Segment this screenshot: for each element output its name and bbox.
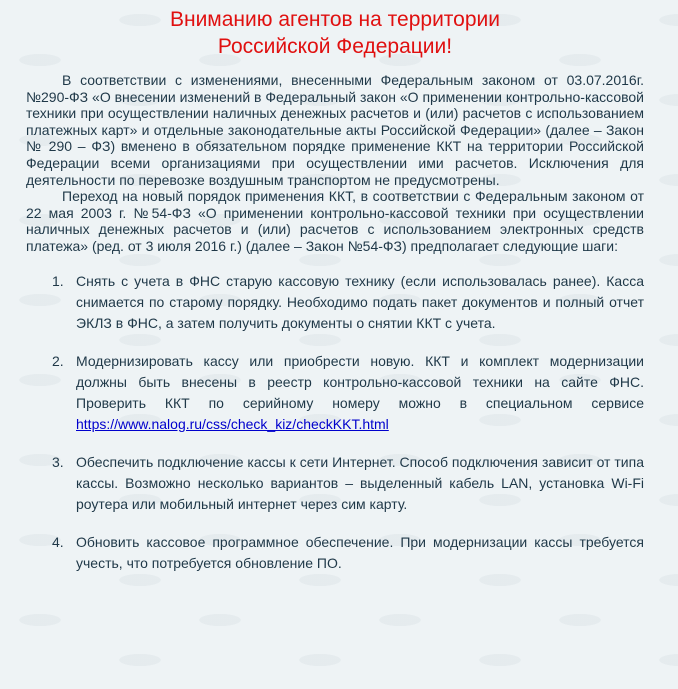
step-item-1 [26,271,644,334]
steps-list [26,271,644,574]
step-number: 3. [52,453,64,470]
notice-page [26,6,644,591]
step-number: 1. [52,272,64,289]
step-item-2 [26,351,644,435]
step-item-3 [26,452,644,515]
step-item-4 [26,532,644,574]
page-title-line-2: Российской Федерации! [217,35,453,58]
check-kkt-link[interactable]: https://www.nalog.ru/css/check_kiz/checkKKT.html [76,415,389,432]
intro-paragraph-2: Переход на новый порядок применения ККТ, в соответствии с Федеральным законом от 22 мая 2003 г. №54-ФЗ «О применении контрольно-кассовой техники при осуществлении наличных денежных расчетов и (или) расчетов с использованием электронных средств платежа» (ред. от 3 июля 2016 г.) (далее – Закон №54-ФЗ) предполагает следующие шаги: [26,188,644,254]
step-text: Модернизировать кассу или приобрести новую. ККТ и комплект модернизации должны быть внесены в реестр контрольно-кассовой техники на сайте ФНС. Проверить ККТ по серийному номеру можно в специальном сервисе [76,352,644,411]
page-title-line-1: Вниманию агентов на территории [169,8,501,31]
intro-text [26,72,644,255]
step-text: Обеспечить подключение кассы к сети Интернет. Способ подключения зависит от типа кассы. Возможно несколько вариантов – выделенный кабель LAN, установка Wi-Fi роутера или мобильный интернет через сим карту. [76,453,644,512]
step-number: 2. [52,352,64,369]
intro-paragraph-1: В соответствии с изменениями, внесенными Федеральным законом от 03.07.2016г. №290-ФЗ «О внесении изменений в Федеральный закон «О применении контрольно-кассовой техники при осуществлении наличных денежных расчетов и (или) расчетов с использованием платежных карт» и отдельные законодательные акты Российской Федерации» (далее – Закон № 290 – ФЗ) вменено в обязательном порядке применение ККТ на территории Российской Федерации всеми организациями при осуществлении ими расчетов. Исключения для деятельности по перевозке воздушным транспортом не предусмотрены. [26,72,644,188]
page-title [26,6,644,60]
step-number: 4. [52,533,64,550]
step-text: Обновить кассовое программное обеспечение. При модернизации кассы требуется учесть, что потребуется обновление ПО. [76,533,644,571]
step-text: Снять с учета в ФНС старую кассовую технику (если использовалась ранее). Касса снимается по старому порядку. Необходимо подать пакет документов и полный отчет ЭКЛЗ в ФНС, а затем получить документы о снятии ККТ с учета. [76,272,644,331]
